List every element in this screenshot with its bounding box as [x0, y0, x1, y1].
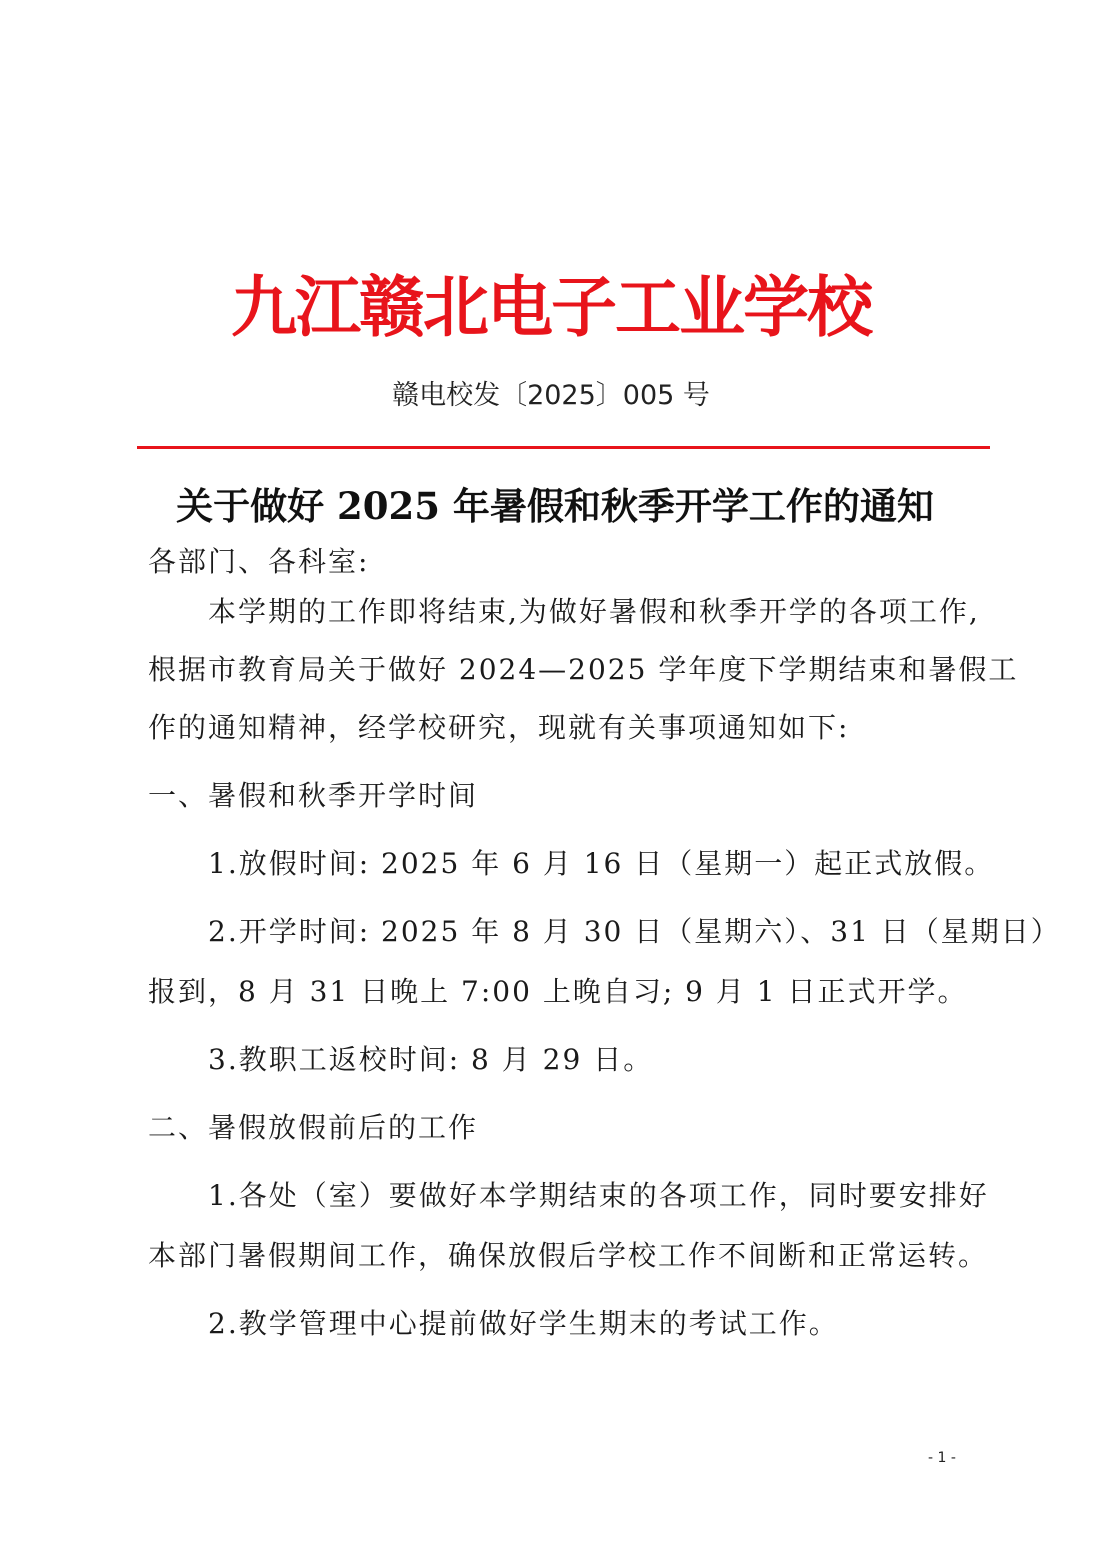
intro-line-1: 本学期的工作即将结束,为做好暑假和秋季开学的各项工作, [208, 595, 980, 628]
section-1-item-2-line-2: 报到，8 月 31 日晚上 7:00 上晚自习; 9 月 1 日正式开学。 [148, 975, 968, 1008]
section-1-heading: 一、暑假和秋季开学时间 [148, 779, 479, 812]
intro-line-3: 作的通知精神，经学校研究，现就有关事项通知如下: [148, 711, 850, 744]
intro-line-2: 根据市教育局关于做好 2024—2025 学年度下学期结束和暑假工 [148, 653, 1019, 686]
page-number: - 1 - [928, 1450, 956, 1466]
header-red-divider [137, 446, 990, 449]
section-2-item-1-line-1: 1.各处（室）要做好本学期结束的各项工作，同时要安排好 [208, 1179, 989, 1212]
section-2-heading: 二、暑假放假前后的工作 [148, 1111, 479, 1144]
school-name-header: 九江赣北电子工业学校 [231, 268, 871, 346]
section-1-item-2-line-1: 2.开学时间: 2025 年 8 月 30 日（星期六）、31 日（星期日） [208, 915, 1061, 948]
salutation: 各部门、各科室: [148, 545, 370, 578]
document-title: 关于做好 2025 年暑假和秋季开学工作的通知 [176, 484, 934, 528]
section-1-item-3: 3.教职工返校时间: 8 月 29 日。 [208, 1043, 654, 1076]
section-1-item-1: 1.放假时间: 2025 年 6 月 16 日（星期一）起正式放假。 [208, 847, 995, 880]
document-number: 赣电校发〔2025〕005 号 [392, 380, 710, 411]
section-2-item-2: 2.教学管理中心提前做好学生期末的考试工作。 [208, 1307, 839, 1340]
section-2-item-1-line-2: 本部门暑假期间工作，确保放假后学校工作不间断和正常运转。 [148, 1239, 989, 1272]
